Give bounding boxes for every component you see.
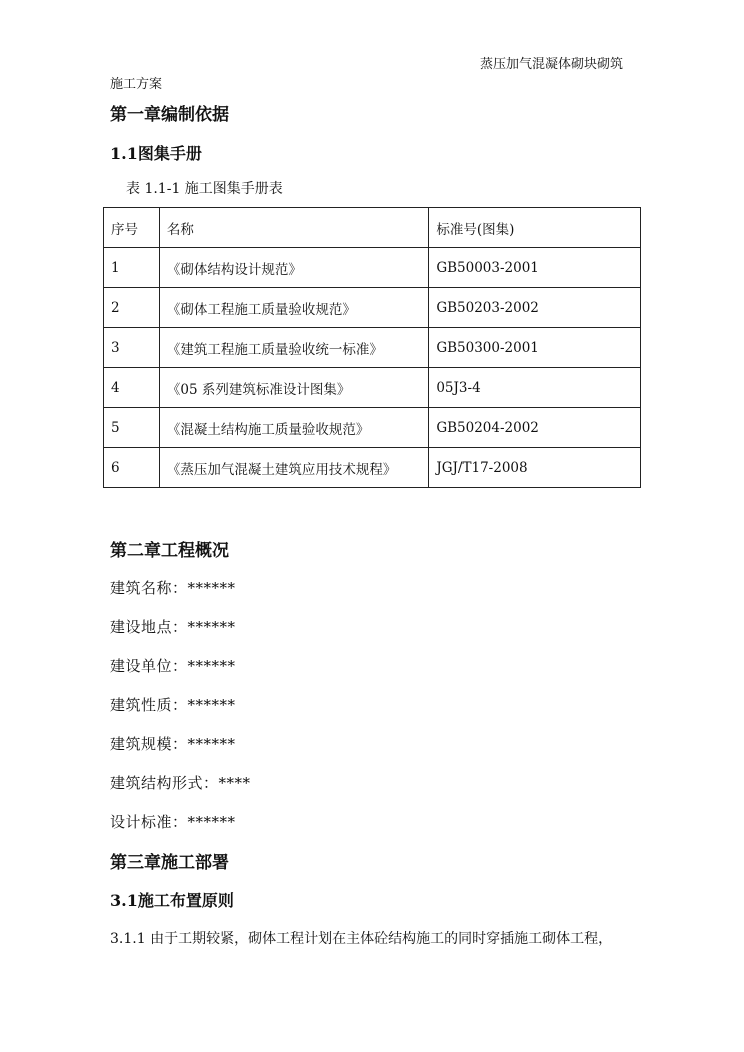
row-code: 05J3-4 xyxy=(429,368,641,408)
row-index: 5 xyxy=(104,408,160,448)
row-code: GB50203-2002 xyxy=(429,288,641,328)
row-name: 《混凝土结构施工质量验收规范》 xyxy=(159,408,428,448)
info-building-name: 建筑名称：****** xyxy=(110,579,236,597)
table-row xyxy=(104,328,641,368)
info-scale: 建筑规模：****** xyxy=(110,735,236,753)
table-row xyxy=(104,448,641,488)
table-row xyxy=(104,248,641,288)
row-code: GB50003-2001 xyxy=(429,248,641,288)
row-index: 1 xyxy=(104,248,160,288)
row-name: 《建筑工程施工质量验收统一标准》 xyxy=(159,328,428,368)
row-name: 《砌体工程施工质量验收规范》 xyxy=(159,288,428,328)
paragraph-3-1-1: 3.1.1 由于工期较紧，砌体工程计划在主体砼结构施工的同时穿插施工砌体工程， xyxy=(110,931,613,947)
chapter2-title: 第二章工程概况 xyxy=(110,541,229,561)
row-code: GB50204-2002 xyxy=(429,408,641,448)
info-location: 建设地点：****** xyxy=(110,618,236,636)
row-index: 2 xyxy=(104,288,160,328)
info-structure: 建筑结构形式：**** xyxy=(110,774,251,792)
row-code: GB50300-2001 xyxy=(429,328,641,368)
row-index: 4 xyxy=(104,368,160,408)
table-header-row xyxy=(104,208,641,248)
chapter1-title: 第一章编制依据 xyxy=(110,105,229,125)
header-title-line2: 施工方案 xyxy=(110,77,163,92)
table-row xyxy=(104,368,641,408)
row-name: 《05 系列建筑标准设计图集》 xyxy=(159,368,428,408)
standards-table xyxy=(103,207,641,488)
header-title-line1: 蒸压加气混凝体砌块砌筑 xyxy=(480,57,624,72)
info-design-standard: 设计标准：****** xyxy=(110,813,236,831)
row-name: 《砌体结构设计规范》 xyxy=(159,248,428,288)
chapter3-title: 第三章施工部署 xyxy=(110,853,229,873)
table-row xyxy=(104,408,641,448)
row-index: 6 xyxy=(104,448,160,488)
info-owner: 建设单位：****** xyxy=(110,657,236,675)
header-cell-name: 名称 xyxy=(159,208,428,248)
info-nature: 建筑性质：****** xyxy=(110,696,236,714)
row-name: 《蒸压加气混凝土建筑应用技术规程》 xyxy=(159,448,428,488)
table-caption: 表 1.1-1 施工图集手册表 xyxy=(126,181,283,197)
section-3-1-title: 3.1施工布置原则 xyxy=(110,891,234,910)
header-cell-index: 序号 xyxy=(104,208,160,248)
section-1-1-title: 1.1图集手册 xyxy=(110,144,202,163)
table-row xyxy=(104,288,641,328)
header-cell-code: 标准号(图集) xyxy=(429,208,641,248)
row-index: 3 xyxy=(104,328,160,368)
row-code: JGJ/T17-2008 xyxy=(429,448,641,488)
